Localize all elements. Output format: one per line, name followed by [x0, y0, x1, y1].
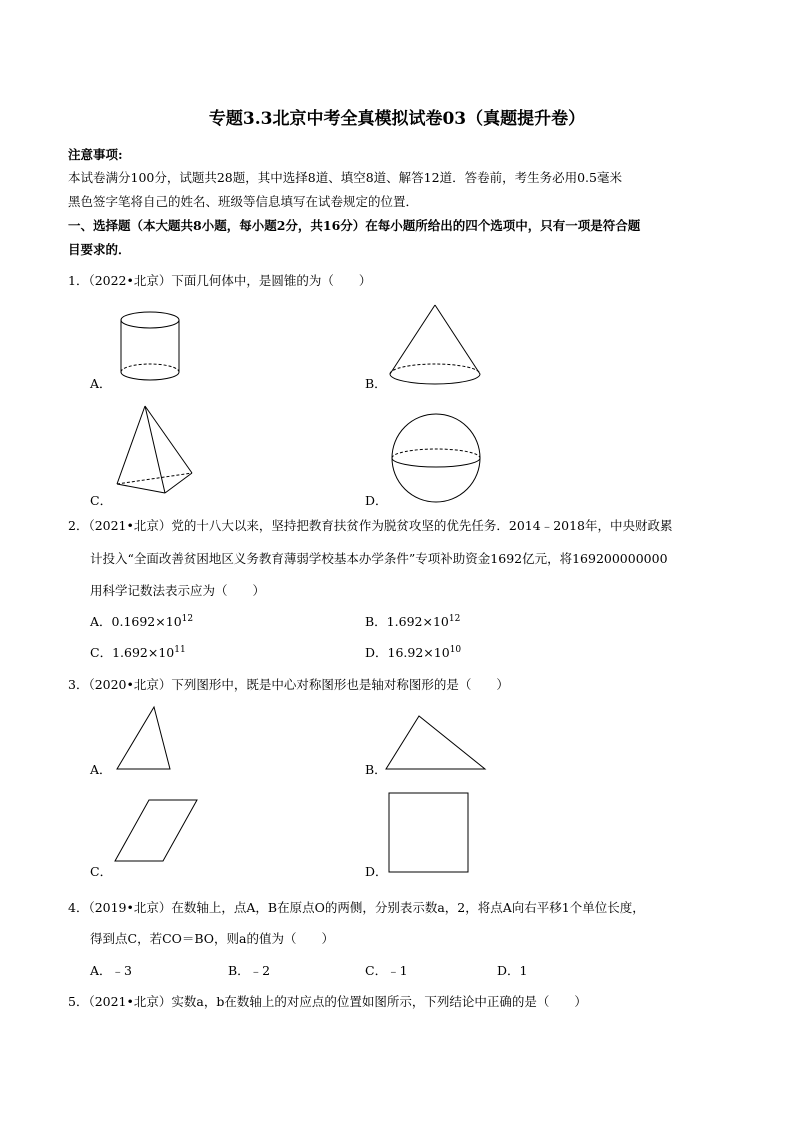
q1-label-c: C． — [90, 493, 113, 508]
section1-line-1: 一、选择题（本大题共8小题，每小题2分，共16分）在每小题所给出的四个选项中，只有一项是符合题 — [68, 218, 641, 233]
page-title: 专题3.3北京中考全真模拟试卷03（真题提升卷） — [208, 109, 586, 129]
q3-label-d: D． — [365, 864, 388, 879]
sphere-icon — [390, 412, 482, 504]
q5-stem: 5．（2021•北京）实数a，b在数轴上的对应点的位置如图所示，下列结论中正确的是（ ） — [68, 994, 587, 1009]
acute-triangle-icon — [113, 706, 173, 772]
q1-label-a: A． — [90, 376, 112, 391]
cone-icon — [388, 304, 482, 386]
q3-label-a: A． — [90, 762, 112, 777]
tetrahedron-icon — [115, 404, 195, 496]
q4-option-c: C．﹣1 — [365, 963, 408, 978]
q1-stem: 1．（2022•北京）下面几何体中，是圆锥的为（ ） — [68, 273, 372, 288]
q2-option-b: B．$1.692\times 10^{12}$ — [365, 613, 461, 629]
section1-line-2: 目要求的． — [68, 242, 131, 257]
q1-label-d: D． — [365, 493, 388, 508]
q4-line-1: 4．（2019•北京）在数轴上，点A，B在原点O的两侧，分别表示数a，2，将点A向右平移1个单位长度， — [68, 900, 645, 915]
notice-line-2: 黑色签字笔将自己的姓名、班级等信息填写在试卷规定的位置． — [68, 194, 419, 209]
q2-line-3: 用科学记数法表示应为（ ） — [90, 583, 266, 598]
q4-option-a: A．﹣3 — [90, 963, 132, 978]
q2-option-c: C．$1.692\times 10^{11}$ — [90, 644, 186, 660]
q3-label-c: C． — [90, 864, 113, 879]
q4-line-2: 得到点C，若CO＝BO，则a的值为（ ） — [90, 931, 334, 946]
q2-option-d: D．$16.92\times 10^{10}$ — [365, 644, 462, 660]
parallelogram-icon — [113, 798, 199, 864]
q2-line-2: 计投入“全面改善贫困地区义务教育薄弱学校基本办学条件”专项补助资金1692亿元，将169200000000 — [90, 551, 668, 566]
q1-label-b: B． — [365, 376, 387, 391]
obtuse-triangle-icon — [384, 714, 488, 772]
q3-stem: 3．（2020•北京）下列图形中，既是中心对称图形也是轴对称图形的是（ ） — [68, 677, 509, 692]
notice-heading: 注意事项: — [68, 147, 123, 162]
q2-line-1: 2．（2021•北京）党的十八大以来，坚持把教育扶贫作为脱贫攻坚的优先任务．2014﹣2018年，中央财政累 — [68, 518, 673, 533]
q4-option-d: D．1 — [497, 963, 528, 978]
q3-label-b: B． — [365, 762, 387, 777]
q2-option-a: A．$0.1692\times 10^{12}$ — [90, 613, 194, 629]
square-icon — [388, 792, 470, 874]
q4-option-b: B．﹣2 — [228, 963, 271, 978]
cylinder-icon — [118, 310, 182, 382]
notice-line-1: 本试卷满分100分，试题共28题，其中选择8道、填空8道、解答12道．答卷前，考生务必用0.5毫米 — [68, 170, 622, 185]
